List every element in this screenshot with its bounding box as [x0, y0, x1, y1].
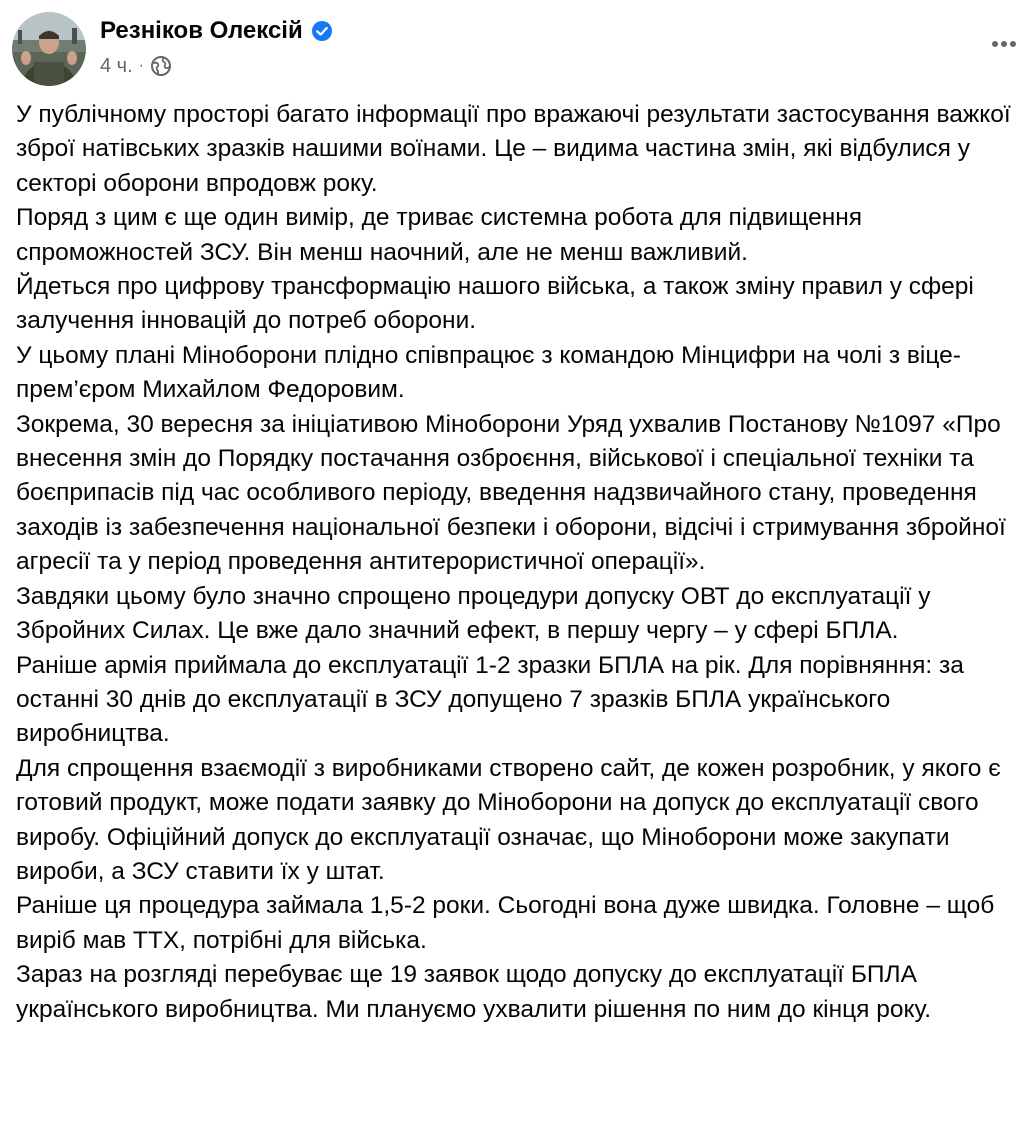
more-options-button[interactable] [986, 26, 1022, 62]
post-header [12, 12, 1024, 88]
post-paragraph: У публічному просторі багато інформації про вражаючі результати застосування важкої зброї натівських зразків нашими воїнами. Це – видима частина змін, які відбулися у секторі оборони впродовж року. [16, 101, 1011, 197]
post-body [16, 98, 1026, 1027]
post-paragraph: Поряд з цим є ще один вимір, де триває системна робота для підвищення спроможностей ЗСУ. Він менш наочний, але не менш важливий. [16, 204, 863, 266]
post-paragraph: Йдеться про цифрову трансформацію нашого війська, а також зміну правил у сфері залучення інновацій до потреб оборони. [16, 273, 974, 335]
globe-icon[interactable] [150, 55, 172, 77]
post-paragraph: Раніше армія приймала до експлуатації 1-2 зразки БПЛА на рік. Для порівняння: за останні 30 днів до експлуатації в ЗСУ допущено 7 зразків БПЛА українського виробництва. [16, 651, 964, 748]
post-paragraph: Завдяки цьому було значно спрощено процедури допуску ОВТ до експлуатації у Збройних Силах. Це вже дало значний ефект, в першу чергу – у сфері БПЛА. [16, 582, 931, 645]
post-paragraph: Раніше ця процедура займала 1,5-2 роки. Сьогодні вона дуже швидка. Головне – щоб виріб мав ТТХ, потрібні для війська. [16, 892, 995, 954]
more-horizontal-icon [991, 40, 1017, 48]
post-meta [100, 52, 172, 80]
author-name[interactable]: Резніков Олексій [100, 17, 303, 44]
post-timestamp[interactable]: 4 ч. [100, 55, 133, 77]
post-paragraph: Зараз на розгляді перебуває ще 19 заявок щодо допуску до експлуатації БПЛА українського виробництва. Ми плануємо ухвалити рішення по ним до кінця року. [16, 961, 932, 1023]
verified-badge-icon [311, 20, 333, 42]
post-paragraph: Зокрема, 30 вересня за ініціативою Міноборони Уряд ухвалив Постанову №1097 «Про внесення змін до Порядку постачання озброєння, військової і спеціальної техніки та боєприпасів під час особливого періоду, введення надзвичайного стану, проведення заходів із забезпечення національної безпеки і оборони, відсічі і стримування збройної агресії та у період проведення антитерористичної операції». [16, 410, 1006, 576]
author-line [100, 16, 333, 46]
post-paragraph: У цьому плані Міноборони плідно співпрацює з командою Мінцифри на чолі з віце-прем’єром Михайлом Федоровим. [16, 341, 961, 404]
post-paragraph: Для спрощення взаємодії з виробниками створено сайт, де кожен розробник, у якого є готовий продукт, може подати заявку до Міноборони на допуск до експлуатації свого виробу. Офіційний допуск до експлуатації означає, що Міноборони може закупати вироби, а ЗСУ ставити їх у штат. [16, 754, 1001, 885]
meta-separator: · [138, 57, 144, 74]
author-avatar[interactable] [12, 12, 86, 86]
